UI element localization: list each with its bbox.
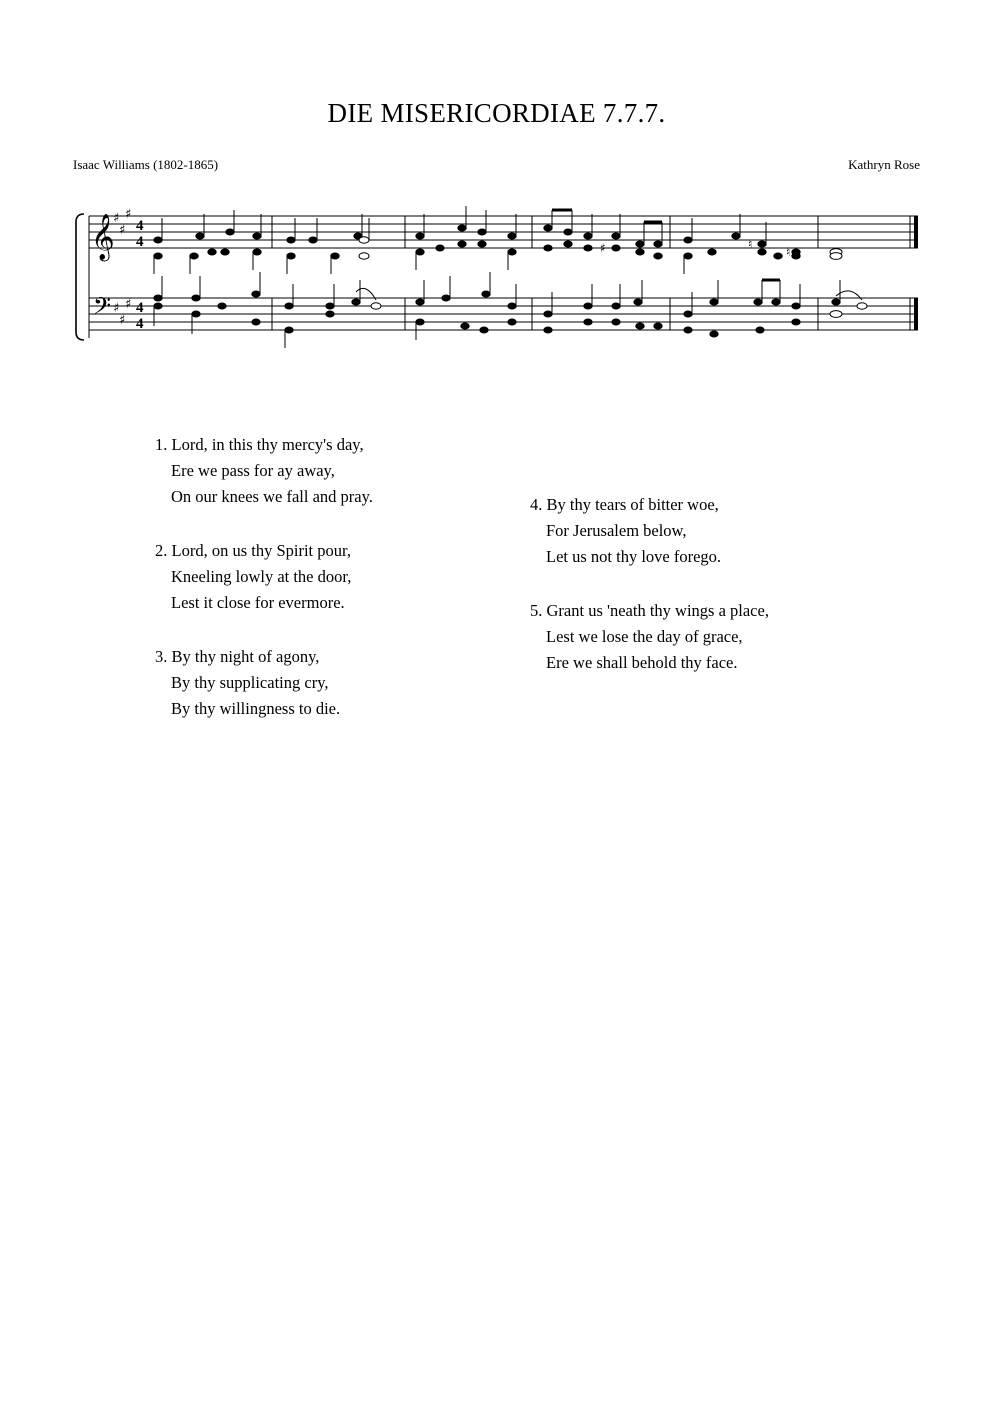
svg-text:♯: ♯ <box>119 313 126 328</box>
verse-line: For Jerusalem below, <box>546 521 687 540</box>
bass-staff <box>89 298 918 330</box>
svg-text:♯: ♯ <box>600 241 606 255</box>
verse-line: Ere we pass for ay away, <box>171 461 335 480</box>
verse-line: Grant us 'neath thy wings a place, <box>546 601 769 620</box>
verse-line: By thy tears of bitter woe, <box>546 495 719 514</box>
verse-line: By thy willingness to die. <box>171 699 341 718</box>
verses-right-column <box>530 492 769 704</box>
verse-number: 2. <box>155 541 168 560</box>
verse-number: 5. <box>530 601 543 620</box>
bass-time-signature <box>136 300 144 332</box>
verse-line: On our knees we fall and pray. <box>171 487 373 506</box>
verse-5 <box>530 598 769 676</box>
svg-text:♯: ♯ <box>113 211 120 226</box>
svg-text:♯: ♯ <box>119 223 126 238</box>
arranger-credit: Kathryn Rose <box>848 157 920 172</box>
verse-line: By thy night of agony, <box>171 647 320 666</box>
svg-text:♮: ♮ <box>748 237 753 251</box>
verse-line: Let us not thy love forego. <box>546 547 722 566</box>
verse-3 <box>155 644 373 722</box>
svg-text:4: 4 <box>136 300 144 316</box>
final-barline <box>910 216 918 330</box>
svg-text:4: 4 <box>136 218 144 234</box>
hymn-title: DIE MISERICORDIAE 7.7.7. <box>327 98 666 128</box>
verse-line: By thy supplicating cry, <box>171 673 329 692</box>
treble-clef-icon: 𝄞 <box>91 214 115 260</box>
svg-text:♯: ♯ <box>125 297 132 312</box>
verse-2 <box>155 538 373 616</box>
svg-text:♮: ♮ <box>786 245 791 259</box>
verse-line: Lest we lose the day of grace, <box>546 627 743 646</box>
verse-number: 4. <box>530 495 543 514</box>
svg-text:4: 4 <box>136 234 144 250</box>
treble-staff <box>89 216 918 248</box>
verses-left-column <box>155 432 373 750</box>
verse-number: 1. <box>155 435 168 454</box>
composer-credit: Isaac Williams (1802-1865) <box>73 157 219 172</box>
verse-1 <box>155 432 373 510</box>
svg-text:♯: ♯ <box>113 301 120 316</box>
bass-key-signature <box>113 297 131 328</box>
verse-line: Lord, on us thy Spirit pour, <box>171 541 351 560</box>
music-score <box>0 0 993 360</box>
verse-line: Lest it close for evermore. <box>171 593 345 612</box>
verse-line: Ere we shall behold thy face. <box>546 653 738 672</box>
verse-line: Kneeling lowly at the door, <box>171 567 352 586</box>
verse-line: Lord, in this thy mercy's day, <box>171 435 364 454</box>
svg-text:♯: ♯ <box>125 207 132 222</box>
verse-4 <box>530 492 769 570</box>
treble-key-signature <box>113 207 131 238</box>
system-bracket <box>76 214 84 340</box>
treble-time-signature <box>136 218 144 250</box>
verse-number: 3. <box>155 647 168 666</box>
bass-notes <box>154 272 867 348</box>
bass-clef-icon: 𝄢 <box>93 292 112 325</box>
svg-text:4: 4 <box>136 316 144 332</box>
